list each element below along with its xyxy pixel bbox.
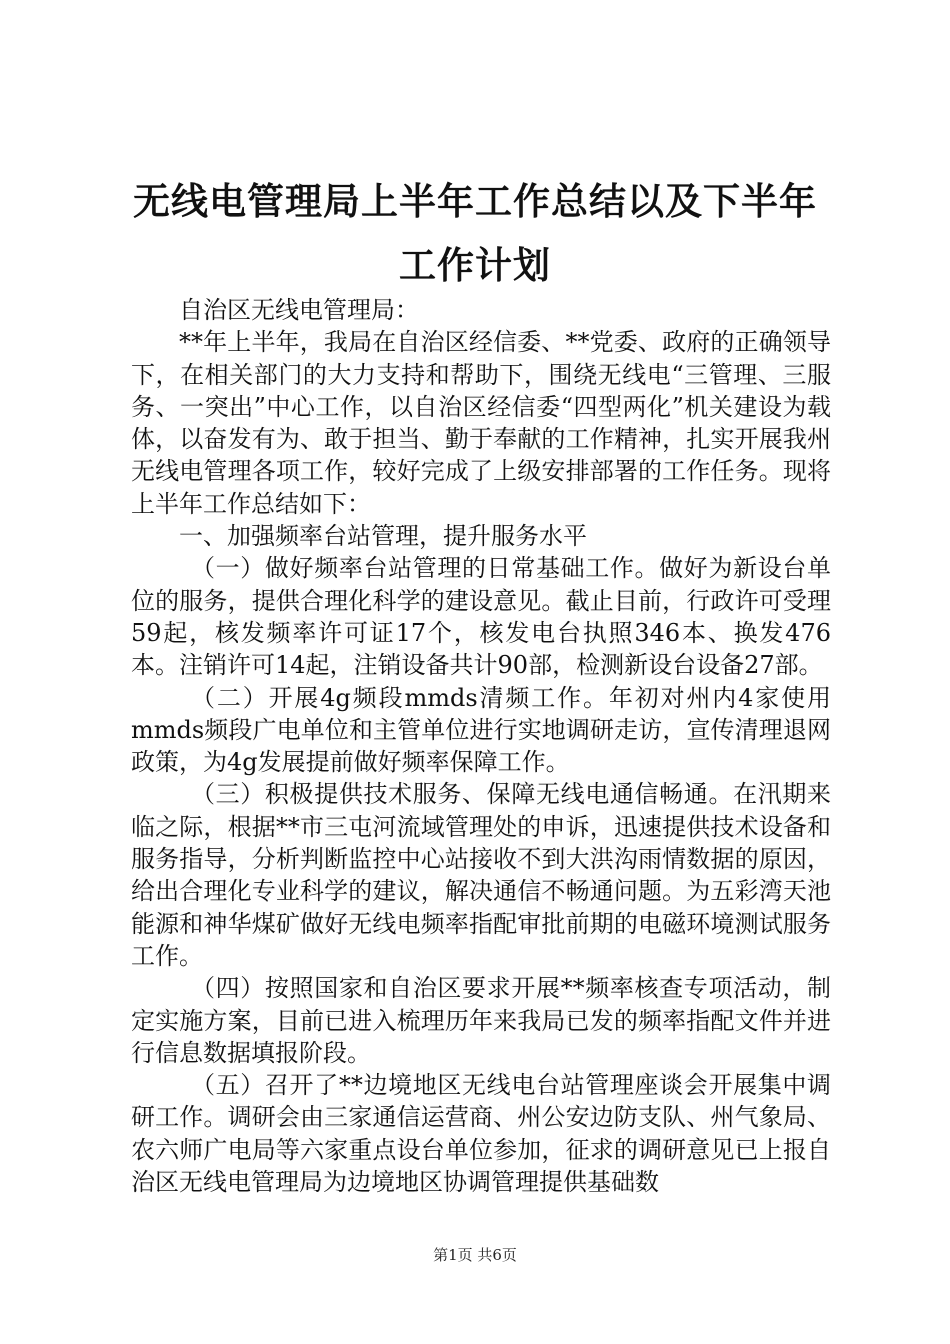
salutation-paragraph: 自治区无线电管理局： [179, 296, 419, 324]
item-paragraph-4: （四）按照国家和自治区要求开展**频率核查专项活动，制定实施方案，目前已进入梳理历年来我局已发的频率指配文件并进行信息数据填报阶段。 [131, 974, 831, 1067]
page-number-footer: 第1页 共6页 [433, 1246, 517, 1264]
item-paragraph-5: （五）召开了**边境地区无线电台站管理座谈会开展集中调研工作。调研会由三家通信运营商、州公安边防支队、州气象局、农六师广电局等六家重点设台单位参加，征求的调研意见已上报自治区无线电管理局为边境地区协调管理提供基础数 [131, 1071, 831, 1197]
section-heading: 一、加强频率台站管理，提升服务水平 [179, 522, 587, 551]
item-paragraph-3: （三）积极提供技术服务、保障无线电通信畅通。在汛期来临之际，根据**市三屯河流域管理处的申诉，迅速提供技术设备和服务指导，分析判断监控中心站接收不到大洪沟雨情数据的原因，给出合理化专业科学的建议，解决通信不畅通问题。为五彩湾天池能源和神华煤矿做好无线电频率指配审批前期的电磁环境测试服务工作。 [131, 780, 831, 970]
intro-paragraph: **年上半年，我局在自治区经信委、**党委、政府的正确领导下，在相关部门的大力支持和帮助下，围绕无线电“三管理、三服务、一突出”中心工作，以自治区经信委“四型两化”机关建设为载体，以奋发有为、敢于担当、勤于奉献的工作精神，扎实开展我州无线电管理各项工作，较好完成了上级安排部署的工作任务。现将上半年工作总结如下： [131, 328, 831, 518]
document-body [131, 294, 831, 1198]
item-paragraph-2: （二）开展4g频段mmds清频工作。年初对州内4家使用mmds频段广电单位和主管单位进行实地调研走访，宣传清理退网政策，为4g发展提前做好频率保障工作。 [131, 683, 831, 777]
item-paragraph-1: （一）做好频率台站管理的日常基础工作。做好为新设台单位的服务，提供合理化科学的建设意见。截止目前，行政许可受理59起，核发频率许可证17个，核发电台执照346本、换发476本。注销许可14起，注销设备共计90部，检测新设台设备27部。 [131, 554, 831, 680]
document-title: 无线电管理局上半年工作总结以及下半年工作计划 [133, 180, 817, 287]
